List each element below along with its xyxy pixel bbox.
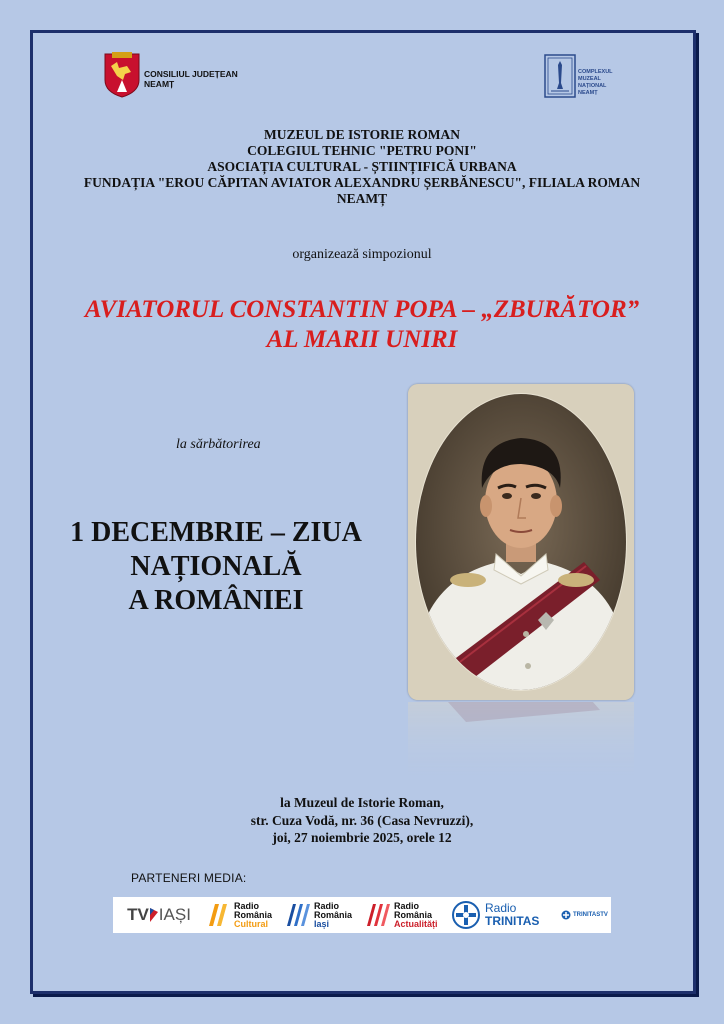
trinitas-cross-icon [451, 900, 481, 930]
rri-line-3: Iași [314, 918, 330, 929]
radio-romania-iasi-logo [285, 897, 365, 933]
logo-left-line-1: CONSILIUL JUDEȚEAN [144, 69, 238, 79]
portrait-illustration [408, 384, 634, 700]
rrc-line-2: România [234, 909, 273, 920]
rra-line-3: Actualități [394, 918, 438, 929]
rr-cultural-waves-icon [205, 902, 231, 928]
subtitle: organizează simpozionul [292, 247, 432, 262]
organizers-block [40, 127, 684, 207]
media-partners-strip [113, 897, 611, 933]
tvr-iasi-logo [113, 897, 205, 933]
trinitas-line-1: Radio [485, 901, 517, 915]
tvr-flag-icon [150, 908, 158, 922]
venue-line-1: la Muzeul de Istorie Roman, [280, 795, 444, 810]
venue-line-3: joi, 27 noiembrie 2025, orele 12 [272, 830, 452, 845]
portrait-photo [408, 384, 634, 700]
event-heading [36, 516, 396, 618]
tvr-text: TV [127, 905, 149, 924]
trinitas-tv-logo [561, 897, 611, 933]
organizer-line: FUNDAȚIA "EROU CĂPITAN AVIATOR ALEXANDRU ȘERBĂNESCU", FILIALA ROMAN [83, 175, 641, 190]
venue-line-2: str. Cuza Vodă, nr. 36 (Casa Nevruzzi), [250, 812, 474, 828]
rrc-line-1: Radio [234, 900, 260, 911]
rri-line-2: România [314, 909, 353, 920]
radio-romania-cultural-logo [205, 897, 285, 933]
radio-trinitas-logo [451, 897, 561, 933]
trinitas-line-2: TRINITAS [485, 914, 540, 928]
county-crest-icon [103, 52, 141, 98]
portrait-reflection [408, 702, 634, 792]
rr-actualitati-waves-icon [365, 902, 391, 928]
event-line-3: A ROMÂNIEI [128, 585, 304, 616]
organizer-line: COLEGIUL TEHNIC "PETRU PONI" [247, 143, 477, 158]
symposium-title [0, 295, 724, 355]
partners-label: PARTENERI MEDIA: [131, 871, 247, 885]
reflection-graphic [408, 702, 634, 792]
radio-romania-actualitati-logo [365, 897, 451, 933]
complexul-muzeal-logo [544, 53, 613, 99]
trinitas-tv-icon [561, 910, 571, 920]
title-line-2: AL MARII UNIRI [266, 326, 458, 353]
rra-line-1: Radio [394, 900, 420, 911]
organizer-line: ASOCIAȚIA CULTURAL - ȘTIINȚIFICĂ URBANA [207, 159, 517, 174]
logo-left-line-2: NEAMȚ [144, 79, 175, 89]
occasion-text: la sărbătorirea [176, 437, 261, 452]
logo-right-line-1: COMPLEXUL [578, 69, 613, 75]
organizer-line: MUZEUL DE ISTORIE ROMAN [264, 127, 460, 142]
trinitas-tv-text: TRINITASTV [573, 912, 608, 918]
consiliul-judetean-logo [103, 52, 238, 98]
title-line-1: AVIATORUL CONSTANTIN POPA – „ZBURĂTOR” [84, 296, 640, 323]
rr-iasi-waves-icon [285, 902, 311, 928]
logo-right-line-3: NAȚIONAL [578, 83, 607, 89]
rra-line-2: România [394, 909, 433, 920]
venue-block [0, 794, 724, 847]
museum-emblem-icon [544, 53, 576, 99]
rri-line-1: Radio [314, 900, 340, 911]
organizer-line: NEAMȚ [336, 191, 388, 206]
rrc-line-3: Cultural [234, 918, 269, 929]
logo-right-line-2: MUZEAL [578, 76, 601, 82]
logo-right-line-4: NEAMȚ [578, 90, 598, 96]
iasi-text: IAȘI [158, 905, 191, 924]
event-line-1: 1 DECEMBRIE – ZIUA [70, 517, 362, 548]
event-line-2: NAȚIONALĂ [130, 551, 302, 582]
